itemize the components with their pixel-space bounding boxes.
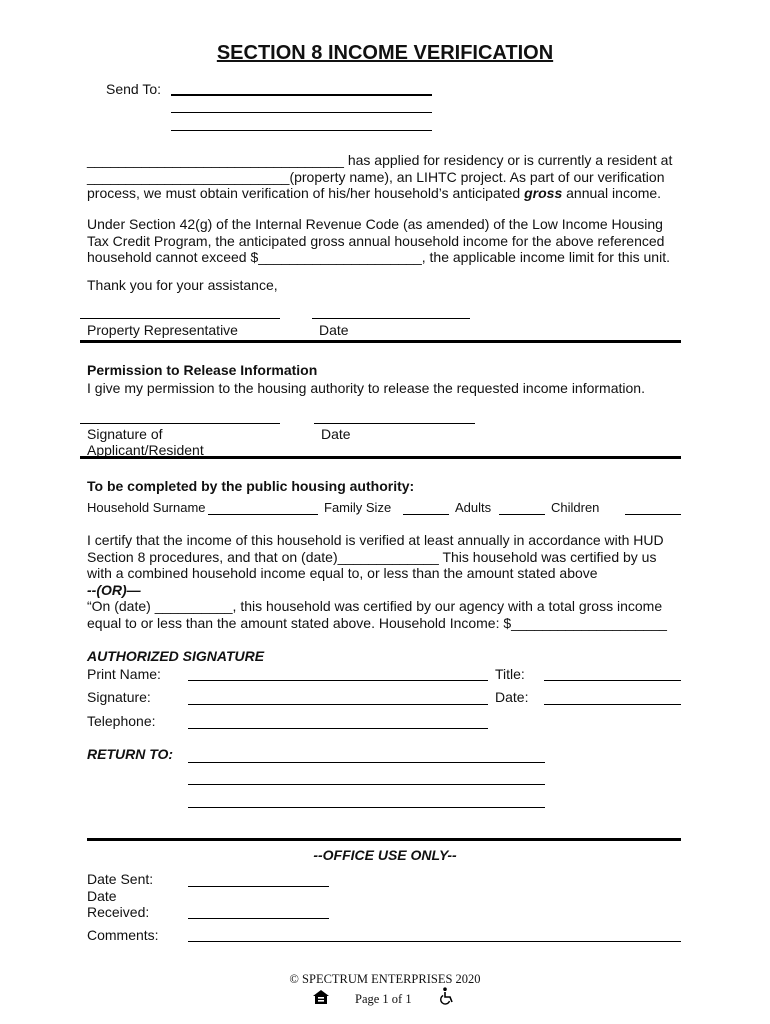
date-received-label-1: Date (87, 888, 117, 904)
section42-line-1: Under Section 42(g) of the Internal Revenue Code (as amended) of the Low Income Housing (87, 216, 663, 232)
certify-line-5: equal to or less than the amount stated above. Household Income: $____________________ (87, 614, 667, 631)
intro-line-2: __________________________(property name), an LIHTC project. As part of our verification (87, 168, 665, 185)
office-use-heading: --OFFICE USE ONLY-- (313, 847, 457, 863)
divider-2 (80, 456, 681, 459)
applicant-signature-label-2: Applicant/Resident (87, 442, 204, 458)
certify-paragraph (87, 532, 707, 631)
telephone-line[interactable] (188, 728, 488, 729)
family-size-label: Family Size (324, 500, 392, 515)
adults-line[interactable] (499, 514, 545, 515)
household-surname-line[interactable] (208, 514, 318, 515)
comments-line[interactable] (188, 941, 681, 942)
send-to-line-1[interactable] (171, 94, 432, 96)
intro-line-3-pre: process, we must obtain verification of his/her household’s anticipated (87, 185, 525, 201)
return-to-label: RETURN TO: (87, 746, 174, 762)
date-sent-label: Date Sent: (87, 871, 154, 887)
section42-line-2: Tax Credit Program, the anticipated gross annual household income for the above referenced (87, 232, 665, 249)
adults-label: Adults (455, 500, 492, 515)
date-label: Date: (495, 689, 529, 705)
thanks-text: Thank you for your assistance, (87, 277, 278, 293)
permission-heading: Permission to Release Information (87, 362, 318, 378)
title-line[interactable] (544, 680, 681, 681)
applicant-signature-label-1: Signature of (87, 426, 163, 442)
print-name-label: Print Name: (87, 666, 161, 682)
date-received-label-2: Received: (87, 904, 150, 920)
property-rep-label: Property Representative (87, 322, 238, 338)
certify-line-4: “On (date) __________, this household was certified by our agency with a total gross income (87, 598, 663, 614)
divider-1 (80, 340, 681, 343)
permission-text: I give my permission to the housing authority to release the requested income information. (87, 380, 645, 396)
intro-line-1: _________________________________ has applied for residency or is currently a resident at (87, 152, 673, 168)
certify-line-1: I certify that the income of this household is verified at least annually in accordance with HUD (87, 532, 664, 548)
comments-label: Comments: (87, 927, 159, 943)
title-label: Title: (495, 666, 525, 682)
property-rep-date-line[interactable] (312, 318, 470, 319)
section42-paragraph (87, 216, 687, 266)
children-label: Children (551, 500, 600, 515)
applicant-date-line[interactable] (314, 423, 475, 424)
date-sent-line[interactable] (188, 886, 329, 887)
household-surname-label: Household Surname (87, 500, 206, 515)
date-received-line[interactable] (188, 918, 329, 919)
applicant-signature-line[interactable] (80, 423, 280, 424)
return-to-line-1[interactable] (188, 762, 545, 763)
send-to-line-3[interactable] (171, 130, 432, 131)
intro-line-3-post: annual income. (562, 185, 662, 201)
divider-3 (87, 838, 681, 841)
equal-housing-icon (312, 989, 330, 1005)
print-name-line[interactable] (188, 680, 488, 681)
copyright-text: © SPECTRUM ENTERPRISES 2020 (289, 972, 481, 986)
children-line[interactable] (625, 514, 681, 515)
send-to-line-2[interactable] (171, 112, 432, 113)
date-line[interactable] (544, 704, 681, 705)
telephone-label: Telephone: (87, 713, 156, 729)
pha-heading: To be completed by the public housing authority: (87, 478, 415, 494)
property-rep-date-label: Date (319, 322, 349, 338)
signature-label: Signature: (87, 689, 151, 705)
intro-line-3 (87, 185, 687, 202)
applicant-date-label: Date (321, 426, 351, 442)
page-number: Page 1 of 1 (355, 992, 412, 1006)
wheelchair-icon (440, 987, 456, 1005)
family-size-line[interactable] (403, 514, 449, 515)
return-to-line-3[interactable] (188, 807, 545, 808)
section42-line-3: household cannot exceed $_____________________, the applicable income limit for this unit. (87, 249, 670, 265)
certify-line-2: Section 8 procedures, and that on (date)_____________ This household was certified by us (87, 548, 657, 565)
send-to-label: Send To: (106, 81, 162, 97)
intro-gross-emphasis: gross (524, 185, 563, 201)
intro-paragraph (87, 152, 687, 202)
property-rep-line[interactable] (80, 318, 280, 319)
return-to-line-2[interactable] (188, 784, 545, 785)
authorized-heading: AUTHORIZED SIGNATURE (87, 648, 265, 664)
page-title: SECTION 8 INCOME VERIFICATION (216, 42, 554, 64)
certify-or: --(OR)— (87, 581, 141, 598)
certify-line-3: with a combined household income equal to, or less than the amount stated above (87, 565, 598, 581)
signature-line[interactable] (188, 704, 488, 705)
